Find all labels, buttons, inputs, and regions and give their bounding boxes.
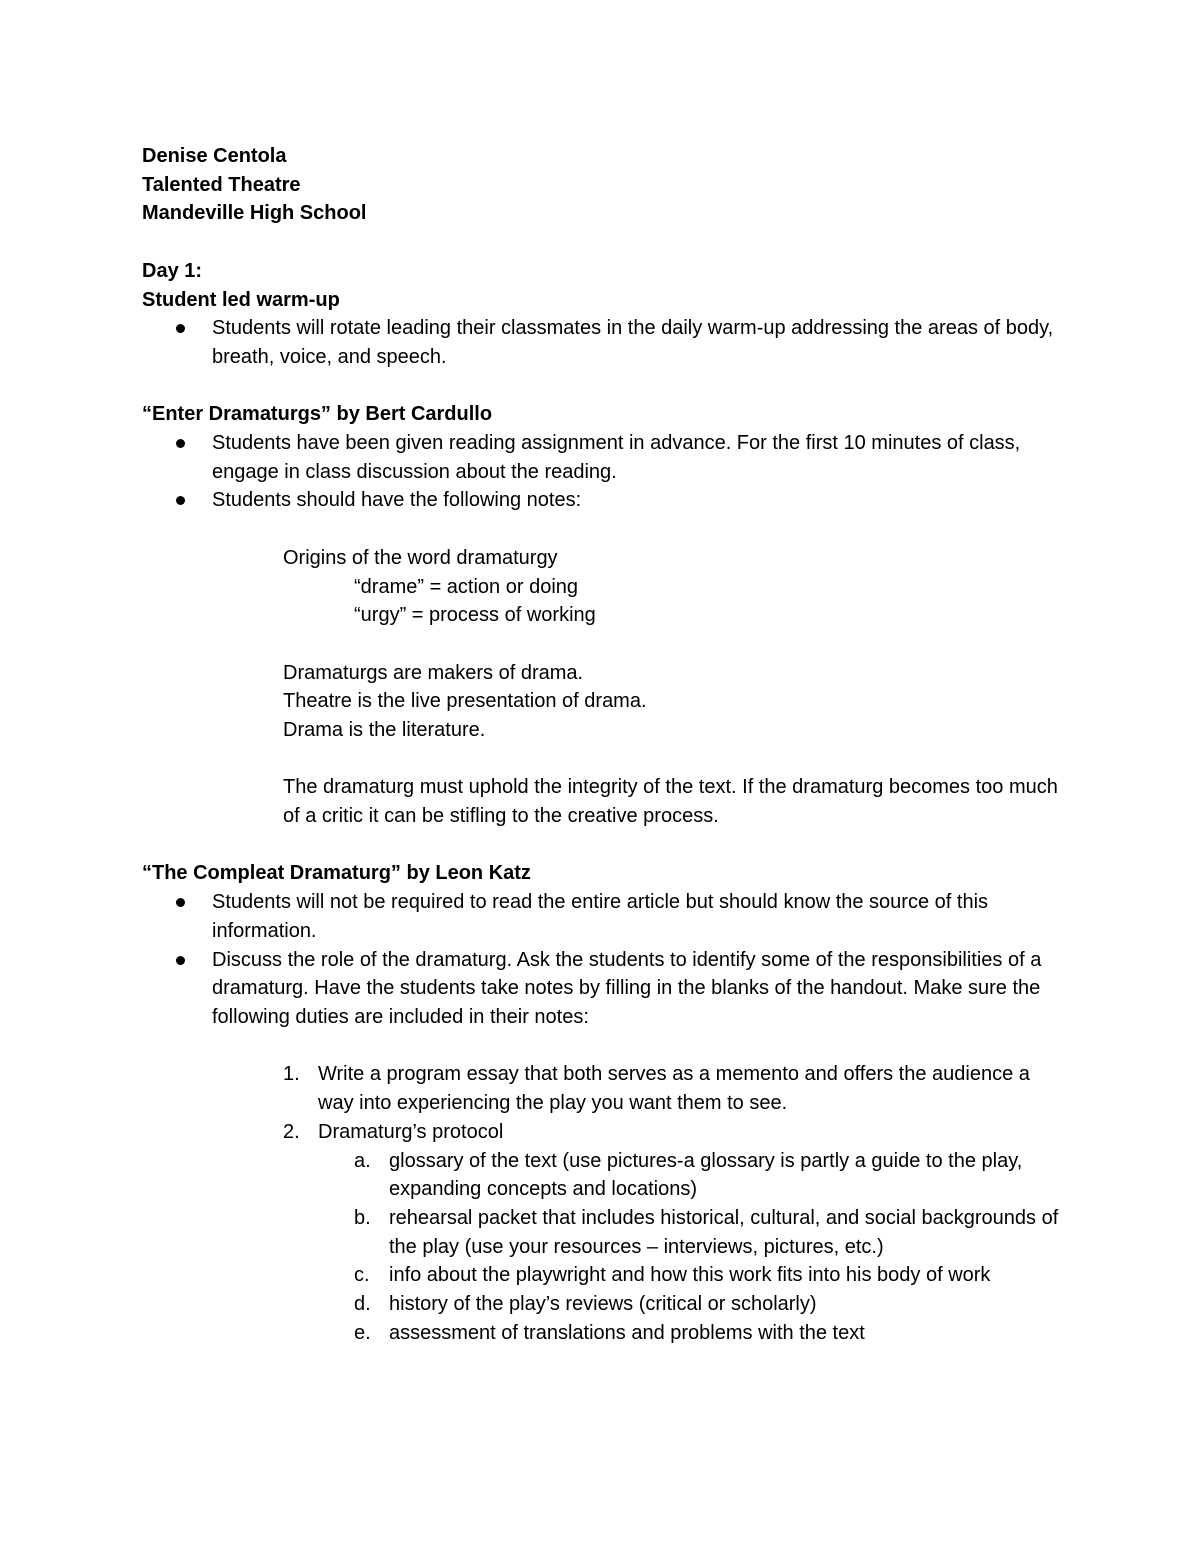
school-name: Mandeville High School [142, 202, 367, 225]
protocol-text: info about the playwright and how this work fits into his body of work [389, 1264, 991, 1287]
protocol-letter: a. [354, 1149, 371, 1172]
duty-item [142, 1060, 1062, 1117]
duty-text: Write a program essay that both serves as a memento and offers the audience a way into experiencing the play you want them to see. [318, 1063, 1030, 1115]
list-item [142, 888, 1062, 945]
duty-item [142, 1118, 1062, 1147]
day-heading: Day 1: [142, 259, 203, 282]
section-heading-enter-dramaturgs: “Enter Dramaturgs” by Bert Cardullo [142, 403, 493, 426]
protocol-text: rehearsal packet that includes historical, cultural, and social backgrounds of the play (use your resources – interviews, pictures, etc.) [389, 1206, 1059, 1258]
notes-makers: Dramaturgs are makers of drama. [283, 661, 584, 684]
notes-drame: “drame” = action or doing [354, 575, 579, 598]
course-name: Talented Theatre [142, 173, 301, 196]
protocol-letter: c. [354, 1264, 370, 1287]
protocol-item [142, 1147, 1062, 1204]
list-item-text: Students should have the following notes: [212, 489, 582, 512]
lesson-plan [142, 142, 1062, 1347]
bullet-icon [176, 439, 185, 448]
notes-drama: Drama is the literature. [283, 719, 486, 741]
notes-theatre: Theatre is the live presentation of drama. [283, 690, 647, 713]
author-name: Denise Centola [142, 145, 287, 167]
list-item-text: Discuss the role of the dramaturg. Ask the students to identify some of the responsibilities of a dramaturg. Have the students take notes by filling in the blanks of the handout. Make sure the following duties are included in their notes: [212, 948, 1042, 1028]
notes-origins: Origins of the word dramaturgy [283, 546, 558, 569]
list-item-text: Students have been given reading assignment in advance. For the first 10 minutes of class, engage in class discussion about the reading. [212, 432, 1021, 483]
list-item [142, 314, 1062, 371]
duty-number: 1. [283, 1063, 300, 1086]
duty-text: Dramaturg’s protocol [318, 1120, 504, 1143]
protocol-item [142, 1261, 1062, 1290]
protocol-text: history of the play’s reviews (critical or scholarly) [389, 1293, 817, 1316]
protocol-item [142, 1290, 1062, 1319]
bullet-icon [176, 496, 185, 505]
bullet-icon [176, 898, 185, 907]
section-heading-compleat-dramaturg: “The Compleat Dramaturg” by Leon Katz [142, 862, 531, 885]
protocol-item [142, 1204, 1062, 1261]
bullet-icon [176, 324, 185, 333]
list-item [142, 429, 1062, 486]
protocol-text: assessment of translations and problems with the text [389, 1321, 865, 1344]
duty-number: 2. [283, 1120, 300, 1143]
protocol-item [142, 1319, 1062, 1348]
protocol-letter: d. [354, 1293, 371, 1316]
list-item-text: Students will not be required to read the entire article but should know the source of this information. [212, 891, 989, 942]
warmup-heading: Student led warm-up [142, 288, 340, 311]
list-item [142, 486, 1062, 515]
protocol-letter: b. [354, 1206, 371, 1229]
bullet-icon [176, 956, 185, 965]
protocol-text: glossary of the text (use pictures-a glossary is partly a guide to the play, expanding concepts and locations) [389, 1149, 1023, 1201]
list-item-text: Students will rotate leading their classmates in the daily warm-up addressing the areas of body, breath, voice, and speech. [212, 317, 1054, 368]
notes-urgy: “urgy” = process of working [354, 604, 596, 627]
list-item [142, 946, 1062, 1032]
notes-integrity: The dramaturg must uphold the integrity of the text. If the dramaturg becomes too much of a critic it can be stifling to the creative process. [283, 776, 1064, 828]
protocol-letter: e. [354, 1321, 371, 1344]
